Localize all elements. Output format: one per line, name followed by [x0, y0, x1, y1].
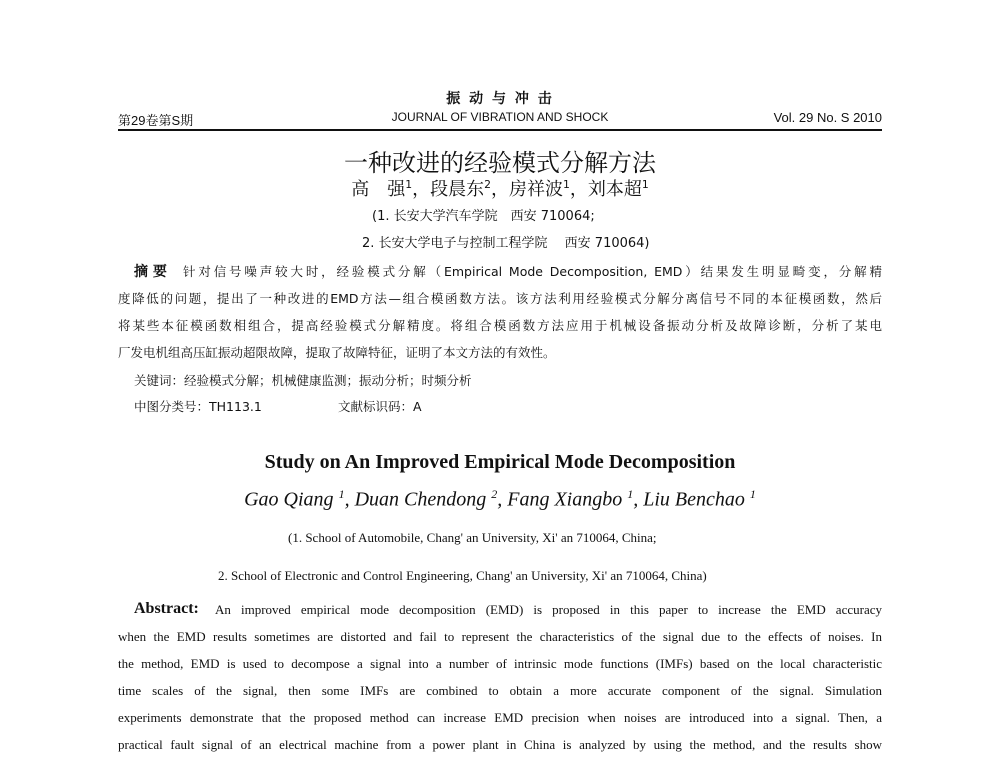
authors-en: Gao Qiang $^1$, Duan Chendong $^2$, Fang Xiangbo $^1$, Liu Benchao $^1$	[244, 487, 756, 511]
header-rule	[118, 129, 882, 131]
affiliation-1-en: (1. School of Automobile, Chang' an University, Xi' an 710064, China;	[288, 530, 657, 545]
issue-cn: 第29卷第S期	[118, 113, 194, 128]
authors-cn: 高 强$^1$，段晨东$^2$，房祥波$^1$，刘本超$^1$	[351, 178, 649, 200]
abstract-line-en: time scales of the signal, then some IMFs are combined to obtain a more accurate component of the signal. Simulation	[118, 683, 882, 698]
abstract-line-en: practical fault signal of an electrical machine from a power plant in China is analyzed by using the method, and the results show	[118, 737, 882, 752]
affiliation-1-cn: (1. 长安大学汽车学院 西安 710064;	[372, 209, 595, 224]
keywords-cn: 关键词：经验模式分解；机械健康监测；振动分析；时频分析	[134, 373, 472, 388]
journal-name-en: JOURNAL OF VIBRATION AND SHOCK	[391, 110, 609, 124]
abstract-label-cn: 摘 要	[134, 264, 167, 280]
abstract-line-cn: 度降低的问题，提出了一种改进的EMD方法—组合模函数方法。该方法利用经验模式分解分离信号不同的本征模函数，然后	[118, 291, 882, 306]
abstract-line-en: when the EMD results sometimes are distorted and fail to represent the characteristics of the signal due to the effects of noises. In	[118, 629, 882, 644]
abstract-line-en: the method, EMD is used to decompose a signal into a number of intrinsic mode functions (IMFs) based on the local characteristic	[118, 656, 882, 671]
abstract-label-en: Abstract:	[134, 600, 199, 617]
volume-info: Vol. 29 No. S 2010	[773, 110, 882, 125]
affiliation-2-cn: 2. 长安大学电子与控制工程学院 西安 710064)	[362, 236, 650, 251]
abstract-line-en: experiments demonstrate that the proposed method can increase EMD precision when noises are introduced into a signal. Then, a	[118, 710, 882, 725]
title-en: Study on An Improved Empirical Mode Decomposition	[264, 451, 736, 473]
journal-name-cn: 振 动 与 冲 击	[446, 91, 554, 107]
abstract-line-cn: 将某些本征模函数相组合，提高经验模式分解精度。将组合模函数方法应用于机械设备振动分析及故障诊断，分析了某电	[118, 318, 882, 333]
document-code: 文献标识码：A	[338, 399, 422, 414]
clc-number: 中图分类号：TH113.1	[134, 399, 262, 414]
abstract-line-cn: 针对信号噪声较大时，经验模式分解（Empirical Mode Decomposition, EMD）结果发生明显畸变，分解精	[183, 264, 882, 279]
affiliation-2-en: 2. School of Electronic and Control Engineering, Chang' an University, Xi' an 710064, China)	[218, 568, 707, 583]
abstract-line-en: An improved empirical mode decomposition (EMD) is proposed in this paper to increase the EMD accuracy	[215, 602, 882, 617]
title-cn: 一种改进的经验模式分解方法	[344, 149, 656, 177]
abstract-line-cn: 厂发电机组高压缸振动超限故障，提取了故障特征，证明了本文方法的有效性。	[118, 345, 556, 360]
